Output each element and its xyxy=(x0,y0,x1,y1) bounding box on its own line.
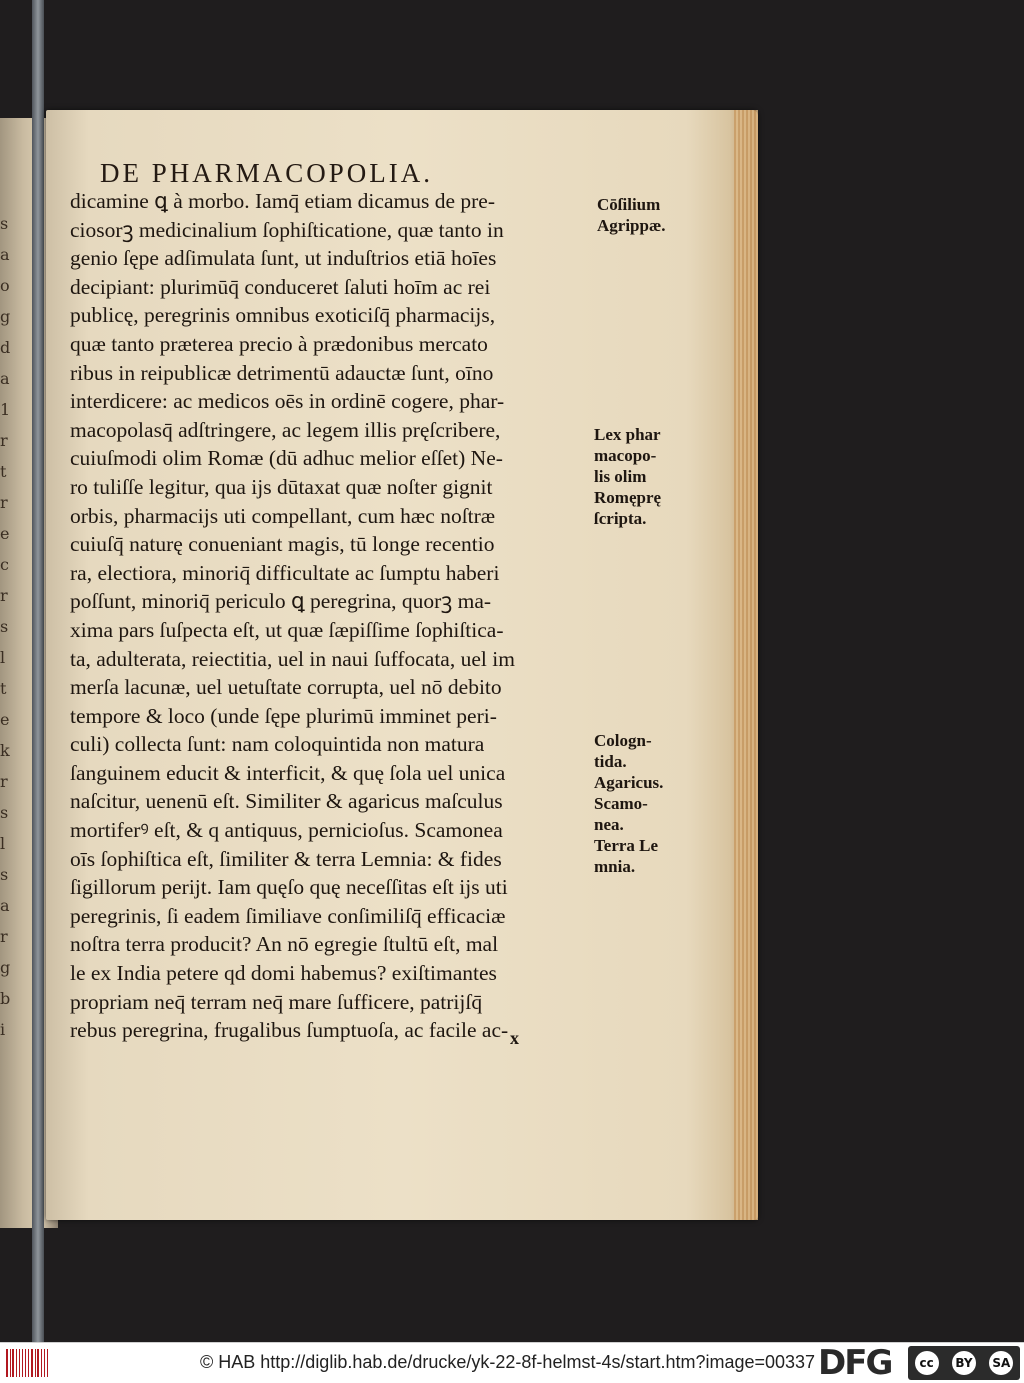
text-line: noſtra terra producit? An nō egregie ſtultū eſt, mal xyxy=(70,932,499,957)
margin-note-line: macopo- xyxy=(594,446,657,465)
text-line: dicamine ꝗ à morbo. Iamq̄ etiam dicamus de pre- xyxy=(70,189,495,213)
text-line: rebus peregrina, frugalibus ſumptuoſa, ac facile ac- xyxy=(70,1018,509,1043)
verso-letter: c xyxy=(0,555,9,574)
book-spine xyxy=(32,0,44,1342)
margin-note-line: mnia. xyxy=(594,857,636,876)
verso-letter: s xyxy=(0,803,9,822)
text-line: peregrinis, ſi eadem ſimiliave conſimiliſq̄ efficaciæ xyxy=(70,903,506,928)
margin-note-line: Cologn- xyxy=(594,731,652,750)
page-fore-edge xyxy=(734,110,758,1220)
text-line: ciosorꝫ medicinalium ſophiſticatione, quæ tanto in xyxy=(70,217,504,242)
text-line: quæ tanto præterea precio à prædonibus mercato xyxy=(70,331,488,356)
by-icon: BY xyxy=(952,1351,976,1375)
text-line: interdicere: ac medicos oēs in ordinē cogere, phar- xyxy=(70,389,505,414)
margin-note-line: ſcripta. xyxy=(594,509,647,528)
cc-icon: cc xyxy=(915,1351,939,1375)
cc-license-badge[interactable] xyxy=(908,1346,1020,1380)
text-line: ra, electiora, minoriq̄ difficultate ac ſumptu haberi xyxy=(70,560,500,585)
verso-letter: l xyxy=(0,648,6,667)
text-line: ribus in reipublicæ detrimentū adauctæ ſunt, oīno xyxy=(70,360,494,385)
verso-letter: d xyxy=(0,338,11,357)
margin-note-line: Terra Le xyxy=(594,836,659,855)
margin-note-line: Romęprę xyxy=(594,488,662,507)
margin-note-consilium xyxy=(597,194,665,236)
text-line: genio ſępe adſimulata ſunt, ut induſtrios etiā hoīes xyxy=(70,246,497,271)
text-line: naſcitur, uenenū eſt. Similiter & agaricus maſculus xyxy=(70,789,503,814)
text-line: culi) collecta ſunt: nam coloquintida non matura xyxy=(70,732,485,757)
text-line: ro tuliſſe legitur, qua ijs dūtaxat quæ noſter gignit xyxy=(70,474,493,499)
verso-letter: r xyxy=(0,431,8,450)
text-line: oīs ſophiſtica eſt, ſimiliter & terra Lemnia: & fides xyxy=(70,846,502,871)
verso-letter: e xyxy=(0,524,10,543)
verso-edge-letters xyxy=(0,208,14,1045)
footer-bar xyxy=(0,1342,1024,1383)
verso-letter: s xyxy=(0,617,9,636)
text-line: ſigillorum perijt. Iam quęſo quę neceſſitas eſt ijs uti xyxy=(70,875,508,900)
text-line: propriam neq̄ terram neq̄ mare ſufficere, patrijſq̄ xyxy=(70,989,483,1014)
margin-note-line: Lex phar xyxy=(594,425,661,444)
text-line: poſſunt, minoriq̄ periculo ꝗ peregrina, quorꝫ ma- xyxy=(70,589,492,614)
verso-letter: s xyxy=(0,865,9,884)
text-line: merſa lacunæ, uel uetuſtate corrupta, uel nō debito xyxy=(70,675,502,700)
margin-note-line: nea. xyxy=(594,815,624,834)
text-line: cuiuſq̄ naturę conueniant magis, tū longe recentio xyxy=(70,532,495,557)
margin-note-coloquintida xyxy=(594,730,663,877)
margin-note-line: Agaricus. xyxy=(594,773,664,792)
verso-letter: 1 xyxy=(0,400,11,419)
margin-note-line: lis olim xyxy=(594,467,647,486)
text-line: ta, adulterata, reiectitia, uel in naui ſuffocata, uel im xyxy=(70,646,515,671)
verso-letter: s xyxy=(0,214,9,233)
verso-letter: a xyxy=(0,369,10,388)
verso-letter: a xyxy=(0,245,10,264)
margin-note-line: Agrippæ. xyxy=(597,216,666,235)
verso-letter: g xyxy=(0,958,11,977)
margin-note-line: Cōſilium xyxy=(597,195,661,214)
copyright-link[interactable]: © HAB http://diglib.hab.de/drucke/yk-22-8f-helmst-4s/start.htm?image=00337 xyxy=(200,1352,816,1372)
text-line: mortiferꝰ eſt, & q antiquus, pernicioſus. Scamonea xyxy=(70,818,503,843)
verso-letter: g xyxy=(0,307,11,326)
text-line: macopolasq̄ adſtringere, ac legem illis pręſcribere, xyxy=(70,417,501,442)
catchword: x xyxy=(510,1028,519,1048)
verso-letter: r xyxy=(0,493,8,512)
text-line: orbis, pharmacijs uti compellant, cum hæc noſtræ xyxy=(70,503,496,528)
text-line: publicę, peregrinis omnibus exoticiſq̄ pharmacijs, xyxy=(70,303,496,328)
text-line: tempore & loco (unde ſępe plurimū imminet peri- xyxy=(70,703,497,728)
text-line: decipiant: plurimūq̄ conduceret ſaluti hoīm ac rei xyxy=(70,274,491,299)
verso-letter: t xyxy=(0,462,7,481)
margin-note-line: Scamo- xyxy=(594,794,648,813)
verso-letter: r xyxy=(0,772,8,791)
verso-letter: b xyxy=(0,989,11,1008)
verso-letter: r xyxy=(0,586,8,605)
body-text xyxy=(70,187,590,1045)
text-line: cuiuſmodi olim Romæ (dū adhuc melior eſſet) Ne- xyxy=(70,446,503,471)
verso-letter: i xyxy=(0,1020,6,1039)
verso-letter: o xyxy=(0,276,10,295)
text-line: xima pars ſuſpecta eſt, ut quæ ſæpiſſime ſophiſtica- xyxy=(70,617,504,642)
verso-letter: l xyxy=(0,834,6,853)
hab-logo-icon xyxy=(6,1349,48,1377)
dfg-logo: DFG xyxy=(818,1343,892,1383)
verso-letter: e xyxy=(0,710,10,729)
running-header: DE PHARMACOPOLIA. xyxy=(100,158,434,188)
margin-note-line: tida. xyxy=(594,752,627,771)
verso-letter: r xyxy=(0,927,8,946)
verso-letter: k xyxy=(0,741,10,760)
sa-icon: SA xyxy=(989,1351,1013,1375)
text-line: le ex India petere qd domi habemus? exiſtimantes xyxy=(70,961,497,986)
text-line: ſanguinem educit & interficit, & quę ſola uel unica xyxy=(70,760,506,785)
verso-letter: a xyxy=(0,896,10,915)
verso-letter: t xyxy=(0,679,7,698)
margin-note-lex-pharmacopolis xyxy=(594,424,661,529)
